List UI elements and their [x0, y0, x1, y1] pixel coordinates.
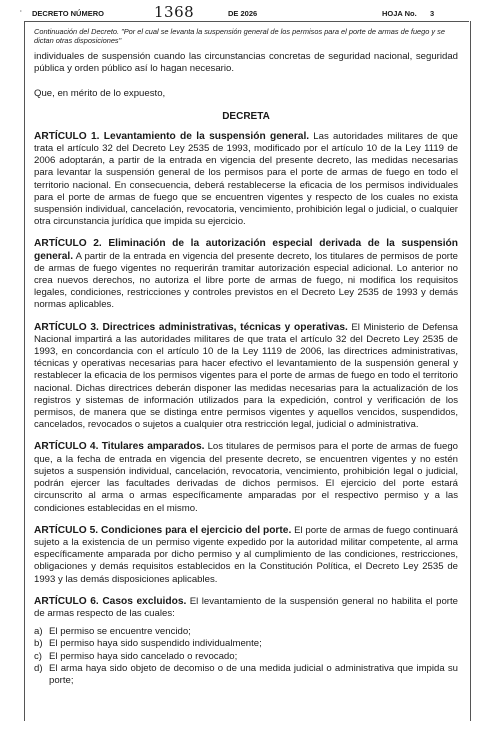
article-5 — [34, 525, 458, 586]
article-text: El porte de armas de fuego continuará sujeto a la existencia de un permiso vigente expedido por la autoridad militar competente, al arma específicamente amparada por dicho permiso y al cumplimiento de las condiciones, restricciones, obligaciones y demás requisitos establecidos en la Constitución Política, el Decreto Ley 2535 de 1993 y las demás disposiciones aplicables. — [34, 524, 458, 585]
list-text: El arma haya sido objeto de decomiso o de una medida judicial o administrativa que impida su porte; — [49, 662, 458, 686]
article-title: ARTÍCULO 3. Directrices administrativas, técnicas y operativas. — [34, 321, 348, 333]
article-1 — [34, 131, 458, 229]
list-item — [34, 626, 458, 638]
decree-number: 1368 — [154, 3, 195, 21]
article-title: ARTÍCULO 4. Titulares amparados. — [34, 441, 205, 453]
article-text: Las autoridades militares de que trata el artículo 32 del Decreto Ley 2535 de 1993, modificado por el artículo 10 de la Ley 1119 de 2006 adoptarán, a partir de la entrada en vigencia del presente decreto, las medidas necesarias para levantar la suspensión general de los permisos para el porte de armas de fuego en todo el territorio nacional. En consecuencia, deberá restablecerse la eficacia de los permisos individuales para el porte de armas de fuego que se encuentren vigentes y respecto de los cuales no exista suspensión individual, cancelación, revocatoria, vencimiento, prohibición legal o judicial, o cualquier otra circunstancia jurídica que impida su ejercicio. — [34, 130, 458, 228]
article-text: A partir de la entrada en vigencia del presente decreto, los titulares de permisos de porte de armas de fuego vigentes no requerirán tramitar autorización especial adicional. Lo anterior no crea nuevos derechos, no autoriza el libre porte de armas de fuego, ni modifica los requisitos legales, condiciones, restricciones y controles previstos en el Decreto Ley 2535 de 1993 y demás normas aplicables. — [34, 250, 458, 311]
article-4 — [34, 441, 458, 514]
list-item — [34, 638, 458, 650]
intro-paragraph: individuales de suspensión cuando las circunstancias concretas de seguridad nacional, seguridad pública y orden público así lo hagan necesario. — [34, 51, 458, 75]
decree-label: DECRETO NÚMERO — [32, 9, 104, 18]
list-text: El permiso se encuentre vencido; — [49, 626, 191, 638]
list-item — [34, 651, 458, 663]
article-text: El levantamiento de la suspensión general no habilita el porte de armas respecto de las cuales: — [34, 595, 458, 619]
article-2 — [34, 238, 458, 311]
list-text: El permiso haya sido cancelado o revocado; — [49, 650, 238, 662]
article-title: ARTÍCULO 2. Eliminación de la autorización especial derivada de la suspensión general. — [34, 238, 458, 262]
margin-mark: · — [20, 9, 22, 15]
exclusion-list — [34, 626, 458, 687]
decree-year: DE 2026 — [228, 9, 258, 18]
document-body — [34, 51, 458, 687]
article-title: ARTÍCULO 6. Casos excluidos. — [34, 595, 187, 607]
list-letter: c) — [34, 650, 42, 662]
decreta-heading: DECRETA — [222, 110, 270, 122]
list-item — [34, 663, 458, 687]
list-text: El permiso haya sido suspendido individualmente; — [49, 638, 262, 650]
whereas-clause: Que, en mérito de lo expuesto, — [34, 88, 166, 100]
sheet-label: HOJA No. — [382, 9, 417, 18]
list-letter: b) — [34, 638, 43, 650]
list-letter: a) — [34, 626, 43, 638]
article-6 — [34, 596, 458, 620]
article-3 — [34, 322, 458, 432]
sheet-number: 3 — [430, 9, 435, 18]
article-text: Los titulares de permisos para el porte de armas de fuego que, a la fecha de entrada en vigencia del presente decreto, se encuentren vigentes y no estén sujetos a suspensión individual, cancelación, revocatoria, vencimiento, prohibición legal o judicial, podrán ejercer las facultades derivadas de dichos permisos. El ejercicio del porte estará circunscrito al arma o armas específicamente amparadas por el respectivo permiso y a las condiciones establecidas en el mismo. — [34, 441, 458, 514]
article-title: ARTÍCULO 1. Levantamiento de la suspensión general. — [34, 130, 310, 142]
article-text: El Ministerio de Defensa Nacional impartirá a las autoridades militares de que trata el artículo 32 del Decreto Ley 2535 de 1993, en concordancia con el artículo 10 de la Ley 1119 de 2006, las directrices administrativas, técnicas y operativas necesarias para hacer efectivo el levantamiento de la suspensión general y restablecer la eficacia de los permisos vigentes para el porte de armas de fuego en todo el territorio nacional. Dichas directrices deberán disponer las medidas necesarias para la actualización de los registros y sistemas de información utilizados para la expedición, control y verificación de los permisos, de manera que se distinga entre permisos vigentes y aquellos vencidos, suspendidos, cancelados, revocados o sujetos a cualquier otra restricción legal, judicial o administrativa. — [34, 321, 458, 431]
page-header — [18, 3, 469, 21]
article-title: ARTÍCULO 5. Condiciones para el ejercicio del porte. — [34, 524, 292, 536]
continuation-note: Continuación del Decreto. "Por el cual se levanta la suspensión general de los permisos para el porte de armas de fuego y se dictan otras disposiciones" — [34, 27, 445, 45]
list-letter: d) — [34, 662, 43, 674]
